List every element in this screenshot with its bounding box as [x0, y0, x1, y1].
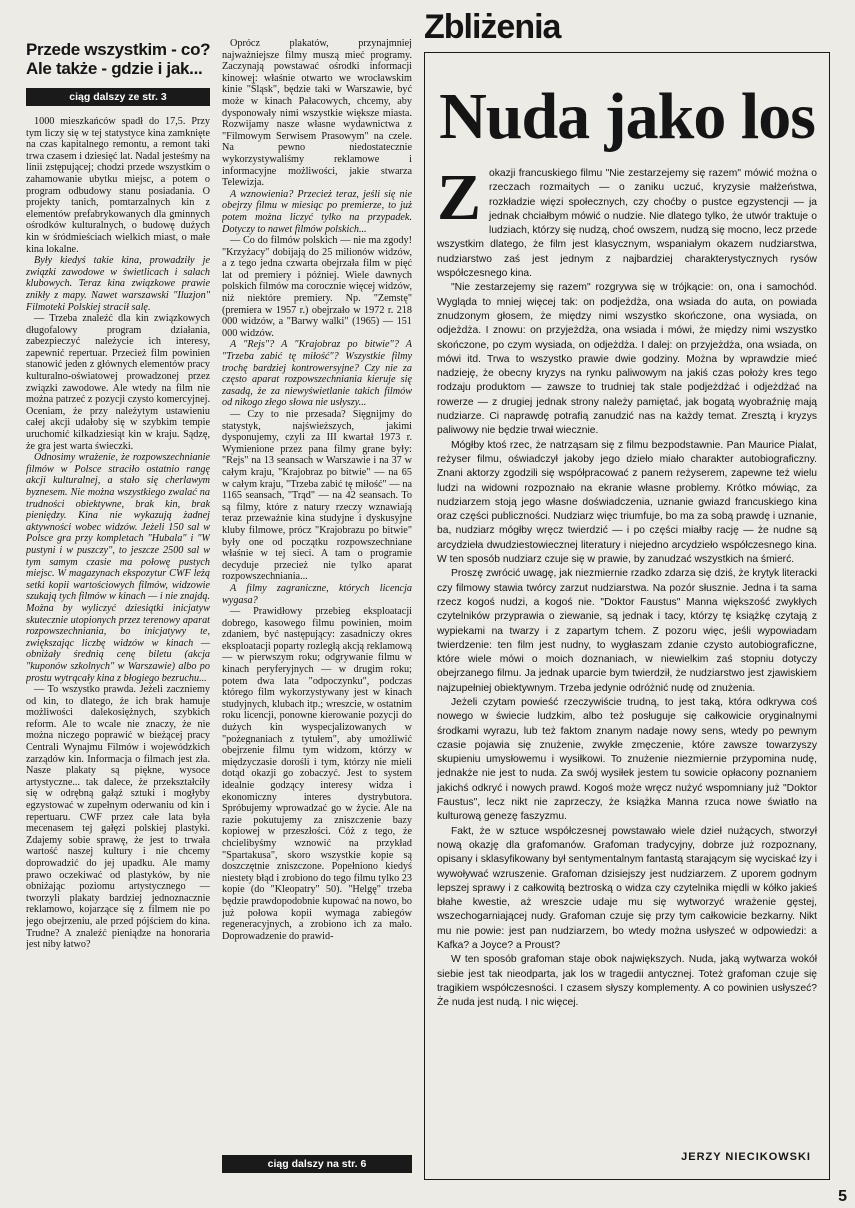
feature-paragraph: Proszę zwrócić uwagę, jak niezmiernie rzadko zdarza się dziś, że krytyk literacki czy filmowy stawia twórcy zarzut nudziarstwa. Na pozór słusznie. Jedna i ta sama rzecz kogoś nudzi, a kogoś nie. "Doktor Faustus" Manna większość zwykłych czytelników przyprawia o ziewanie, są jednak i tacy, którzy tę książkę czytają z wypiekami na twarzy i z zapartym tchem. Z pozoru więc, jeśli wypowiadam twierdzenie: ten film jest nudny, to wygłaszam zdanie czysto autobiograficzne, które wiele mówi o moich doznaniach, w niewielkim zaś stopniu dotyczy obejrzanego filmu. Ja jednak uparcie bym twierdził, że nudziarstwo jest zjawiskiem najzupełniej obiektywnym. Trzeba jedynie odróżnić nudę od znużenia.: [437, 568, 817, 694]
middle-paragraph: Oprócz plakatów, przynajmniej najważniejsze filmy muszą mieć programy. Zaczynają powstawać ośrodki informacji kinowej: właśnie otwarto we wrocławskim kinie "Śląsk", będzie taki w Warszawie, być może w kinach Pałacowych, chcemy, aby dysponowały nimi wszystkie większe miasta. Rozwijamy nasze własne wydawnictwa z "Filmowym Serwisem Prasowym" na czele. Na pewno niedostatecznie wykorzystywaliśmy reklamowe i informacyjne możliwości, jakie stwarza Telewizja.: [222, 38, 412, 189]
left-paragraph: 1000 mieszkańców spadł do 17,5. Przy tym liczy się w tej statystyce kina zamknięte na czas kapitalnego remontu, a remont taki trwa czasem i dziesięć lat. Nadal jesteśmy na linii zstępującej; chodzi przede wszystkim o zahamowanie ubytku miejsc, a potem o program odbudowy stanu posiadania. O projekty tanich, pomtarzalnych kin z elementów prefabrykowanych dla gminnych ośrodków kulturalnych, o budowę dużych kin w śródmieściach wielkich miast, o małe kina lokalne.: [26, 116, 210, 255]
middle-column: [222, 38, 412, 1168]
page-number: 5: [838, 1188, 847, 1205]
left-paragraph: — To wszystko prawda. Jeżeli zaczniemy od kin, to dlatego, że ich brak hamuje możliwości dalekosiężnych, szybkich reform. Ale to wcale nie znaczy, że nie można niczego poprawić w bieżącej pracy Centrali Wynajmu Filmów i wojewódzkich zarządów kin. Informacja o filmach jest zła. Nasze plakaty są piękne, wysoce artystyczne... tak dalece, że przekształciły się w odrębną gałąź sztuki i mogłyby egzystować w zupełnym oderwaniu od kin i repertuaru. CWF przez całe lata była mecenasem tej gałęzi polskiej plastyki. Zdajemy sobie sprawę, że jest to trwała wartość naszej kultury i nie chcemy doprowadzić do jej upadku. Ale mamy prawo oczekiwać od plastyków, by nie obniżając poziomu artystycznego — tworzyli plakaty bardziej jednoznacznie reklamowo, kojarzące się z filmem nie po jego obejrzeniu, ale przed pójściem do kina. Trudne? A znaleźć pieniądze na honoraria jest niby łatwo?: [26, 684, 210, 951]
feature-paragraph: Mógłby ktoś rzec, że natrząsam się z filmu bezpodstawnie. Pan Maurice Pialat, reżyser filmu, oświadczył jakoby jego dzieło miało charakter autobiograficzny. Znani aktorzy zgodzili się współpracować z panem reżyserem, zapewne też wielu ludzi na widowni rozpoznało na ekranie własne problemy. Krótko mówiąc, za nudziarzem stoją jego własne doświadczenia, uznanie gwiazd francuskiego kina oraz części publiczności. Nudziarz więc triumfuje, bo ma za sobą prawdę i uznanie, ba, nudziarz mógłby wręcz twierdzić — i po części miałby rację — że nudne są arcydzieła dwudziestowiecznej literatury i niejedno arcydzieło współczesnego kina. W ten sposób nudziarz czuje się w prawie, by zanudzać wszystkich na śmierć.: [437, 439, 817, 566]
feature-box: [424, 52, 830, 1180]
left-paragraph: Odnosimy wrażenie, że rozpowszechnianie filmów w Polsce straciło ostatnio rangę akcji kulturalnej, a stało się cherlawym byznesem. Nie można wszystkiego zwalać na trudności obiektywne, brak kin, brak pieniędzy. Kina nie wykazują żadnej aktywności wobec widzów. Jeżeli 150 sal w Polsce gra przy kompletach "Hubala" i "W pustyni i w puszczy", to jeszcze 2500 sal w tym samym czasie ma połowę pustych miejsc. W magazynach ekspozytur CWF leżą setki kopii wartościowych filmów, widzowie szukają tych filmów w kinach — i nie znajdą. Można by wyliczyć dziesiątki inicjatyw skutecznie utopionych przez terenowy aparat rozpowszechniania, bo inicjatywy te, zwiększając liczbę widzów w kinach — obniżały średnią cenę biletu (akcja "kuponów szkolnych" w Warszawie) albo po prostu wytrącały kina z błogiego bezruchu...: [26, 452, 210, 684]
section-label: Zbliżenia: [424, 8, 561, 46]
middle-paragraph: — Co do filmów polskich — nie ma zgody! "Krzyżacy" dobijają do 25 milionów widzów, a z tego jedna czwarta obejrzała film w pięć lat od premiery i później. Wiele dawnych polskich filmów ma corocznie więcej widzów, niż niektóre premiery. Np. "Zemstę" (premiera w 1957 r.) obejrzało w 1972 r. 218 000 widzów, a "Barwy walki" (1965) — 151 000 widzów.: [222, 235, 412, 339]
left-paragraph: — Trzeba znaleźć dla kin związkowych długofalowy program działania, zabezpieczyć należycie ich interesy, zapewnić repertuar. Przecież film powinien stanowić jeden z głównych elementów pracy kulturalno-oświatowej prowadzonej przez związki zawodowe. Ale wtedy na film nie można patrzeć z pozycji czysto komercyjnej. Oceniam, że przy należytym ustawieniu całej akcji udałoby się w szybkim tempie uruchomić kilkadziesiąt kin w kraju. Sądzę, że gra jest warta świeczki.: [26, 313, 210, 452]
drop-cap: Z: [437, 161, 482, 234]
middle-paragraph: A "Rejs"? A "Krajobraz po bitwie"? A "Trzeba zabić tę miłość"? Wszystkie filmy trochę bardziej kontrowersyjne? Czy nie za często aparat rozpowszechniania kieruje się zasadą, że za niewyświetlanie takich filmów od nikogo złego słowa nie usłyszy...: [222, 339, 412, 409]
feature-author: JERZY NIECIKOWSKI: [681, 1151, 811, 1163]
feature-paragraph: W ten sposób grafoman staje obok największych. Nuda, jaką wytwarza wokół siebie jest tak nieodparta, jak los w tragedii antycznej. Toteż grafoman czuje się tragikiem współczesności. I czasem słyszy komplementy. A co powinien usłyszeć? Że nuda jest nudą. I nic więcej.: [437, 954, 817, 1009]
middle-paragraph: — Czy to nie przesada? Sięgnijmy do statystyk, najświeższych, jakimi dysponujemy, czyli za III kwartał 1973 r. Wymienione przez pana filmy grane były: "Rejs" na 13 seansach w Warszawie i na 37 w całym kraju, "Krajobraz po bitwie" — na 65 w całym kraju, "Trzeba zabić tę miłość" — na 1165 seansach, "Trąd" — na 42 seansach. To są filmy, które z natury rzeczy wznawiają teraz przeważnie kina studyjne i dyskusyjne kluby filmowe, prócz "Krajobrazu po bitwie" były one od początku rozpowszechniane właśnie w tej sieci. A tam o programie decyduje przecież nie tylko aparat rozpowszechniania...: [222, 409, 412, 583]
middle-paragraph: A wznowienia? Przecież teraz, jeśli się nie obejrzy filmu w miesiąc po premierze, to już potem można liczyć tylko na przypadek. Dotyczy to nawet filmów polskich...: [222, 188, 412, 235]
feature-paragraph: "Nie zestarzejemy się razem" rozgrywa się w trójkącie: on, ona i samochód. Wygląda to mniej więcej tak: on podjeżdża, ona wsiada do auta, on powiada znudzonym głosem, że między nimi wszystko skończone, ona wysiada, on odjeżdża. I znowu: on przyjeżdża, ona wsiada i mówi, że między nimi wszystko skończone, po czym wysiada, on odjeżdża. I dalej: on przyjeżdża, ona wsiada, on mówi itd. Trwa to wszystko prawie dwie godziny. Można by wprawdzie mieć nadzieję, że obecny kryzys na rynku paliwowym na jakiś czas położy kres tego rodzaju produktom — zawsze to trudniej tak stale podjeżdżać i odjeżdżać na rowerze — z drugiej jednak strony należy pamiętać, jak bogatą wyobraźnię mają nudziarze. Ci naprawdę potrafią zanudzić nas na każdy temat. Zresztą i kryzys paliwowy nie będzie trwał wiecznie.: [437, 282, 817, 437]
feature-paragraph: Jeżeli czytam powieść rzeczywiście trudną, to jest taką, która odkrywa coś nowego w świecie ludzkim, albo też posługuje się całkowicie oryginalnymi środkami wyrazu, lub też faktom znanym nadaje nowy sens, wtedy po pewnym czasie pojawia się znużenie, zwykłe zmęczenie, które zawsze towarzyszy skupieniu umysłowemu i wysiłkowi. To znużenie niezmiernie przypomina nudę, jednakże nie jest to nuda. Za swój wysiłek jestem tu sowicie opłacony poznaniem jakichś odkryć i nowych prawd. Kogoś może wręcz nużyć wspomniany już "Doktor Faustus", lecz nikt nie zaprzeczy, że książka Manna rzuca nowe światło na kulturową genezę faszyzmu.: [437, 696, 817, 823]
feature-paragraph: Fakt, że w sztuce współczesnej powstawało wiele dzieł nużących, stworzył nową okazję dla grafomanów. Grafoman tradycyjny, dobrze już rozpoznany, opisany i sklasyfikowany był sentymentalnym fantastą starającym się wyciskać łzy i wywoływać wzruszenie. Grafoman dzisiejszy jest nudziarzem. Z uporem godnym lepszej sprawy i z całkowitą beztroską o widza czy czytelnika międli w kółko jakieś błahe kwestie, aż wreszcie udaje mu się wytworzyć wrażenie gęstej, wszechogarniającej nudy. Grafoman czuje się przy tym całkowicie bezkarny. Nikt mu nie powie: jest pan nudziarzem, bo wtedy można usłyszeć w odpowiedzi: a Kafka? a Joyce? a Proust?: [437, 825, 817, 952]
feature-first-paragraph: [437, 161, 817, 281]
continued-from-label: ciąg dalszy ze str. 3: [26, 88, 210, 106]
feature-content: [437, 81, 817, 1169]
feature-first-text: okazji francuskiego filmu "Nie zestarzejemy się razem" mówić można o rzeczach rozmaitych — o zaniku uczuć, kryzysie małżeństwa, rozkładzie więzi społecznych, czy choćby o pustce egzystencji — ja jednak chciałbym mówić o nudzie. Nie dlatego tylko, że utwór traktuje o ludziach, którzy się nudzą, choć owszem, nudzą się mocno, lecz przede wszystkim dlatego, że film jest klasycznym, wspaniałym okazem nudziarstwa, nudziarstwo zaś jest jednym z najbardziej charakterystycznych rysów współczesnego kina.: [437, 168, 817, 280]
continued-on-label: ciąg dalszy na str. 6: [222, 1155, 412, 1173]
middle-paragraph: A filmy zagraniczne, których licencja wygasa?: [222, 582, 412, 606]
left-headline-line1: Przede wszystkim - co?: [26, 40, 210, 59]
left-paragraph: Były kiedyś takie kina, prowadziły je związki zawodowe w świetlicach i salach klubowych. Teraz kina związkowe prawie znikły z mapy. Nawet warszawski "Iluzjon" Filmoteki Polskiej stracił salę.: [26, 255, 210, 313]
left-headline-line2: Ale także - gdzie i jak...: [26, 59, 203, 78]
left-column: [26, 40, 210, 1170]
feature-article: [437, 161, 817, 1011]
middle-paragraph: — Prawidłowy przebieg eksploatacji dobrego, kasowego filmu powinien, moim zdaniem, być następujący: zasadniczy okres eksploatacji poparty rozległą akcją reklamową — w pierwszym roku; odgrywanie filmu w kinach peryferyjnych — w drugim roku; potem dwa lata "odpoczynku", podczas którego film wykorzystywany jest w kinach studyjnych, klubach itp.; wreszcie, w ostatnim roku licencji, ponowne kierowanie pozycji do dużych kin wyspecjalizowanych w "pożegnaniach z tytułem", aby umożliwić obejrzenie filmu tym widzom, którzy w międzyczasie dorośli i tym, którzy nie mieli dotąd okazji go zobaczyć. Jest to system idealnie godzący interesy widza i ekonomiczny interes dystrybutora. Spróbujemy wprowadzać go w życie. Ale na razie pokutujemy za zniszczenie bazy kopiowej w przeszłości. Cóż z tego, że chcielibyśmy wznowić na przykład "Spartakusa", skoro wszystkie kopie są doszczętnie zniszczone. Popełniono kiedyś niestety błąd i zrobiono do tego filmu tylko 23 kopie (do "Kleopatry" 50). "Helgę" trzeba będzie prawdopodobnie kupować na nowo, bo już połowa kopii wymaga zabiegów regeneracyjnych, a zrobiono ich za mało. Doprowadzenie do prawid-: [222, 606, 412, 942]
feature-title: Nuda jako los: [439, 81, 815, 153]
left-headline: [26, 40, 210, 78]
